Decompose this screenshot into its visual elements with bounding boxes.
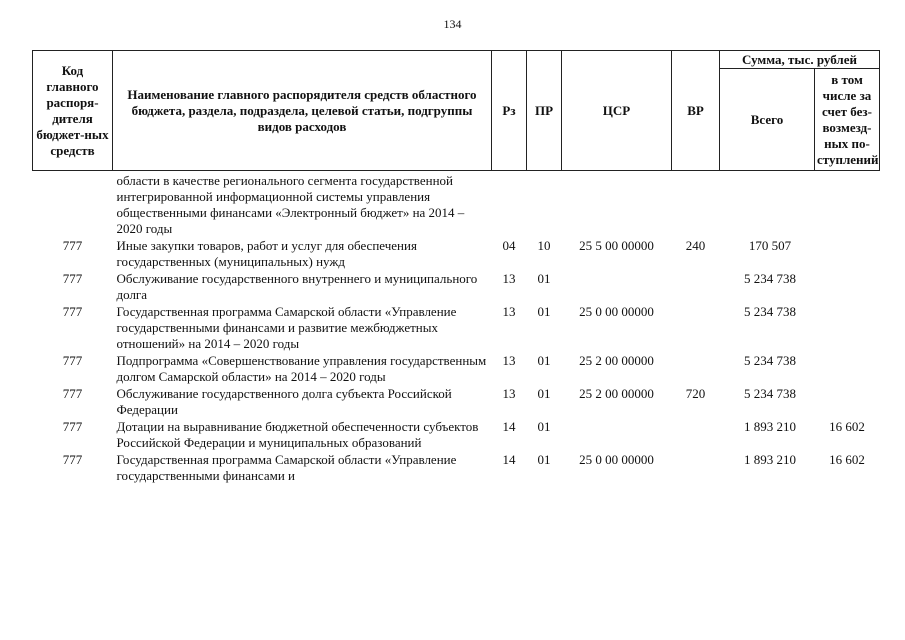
page-number: 134: [443, 17, 462, 31]
cell-pr: 01: [537, 353, 551, 368]
cell-free: [815, 270, 880, 303]
cell-name: области в качестве регионального сегмента государственной интегрированной информационной системы управления общественными финансами «Электронный бюджет» на 2014 – 2020 годы: [116, 173, 465, 236]
cell-code: [33, 171, 113, 238]
cell-csr: 25 5 00 00000: [579, 238, 654, 253]
cell-csr: 25 0 00 00000: [579, 304, 654, 319]
cell-total: 1 893 210: [744, 419, 796, 434]
cell-rz: 13: [502, 271, 516, 286]
cell-name: Обслуживание государственного внутреннего и муниципального долга: [116, 271, 478, 302]
cell-pr: 01: [537, 271, 551, 286]
cell-pr: 01: [537, 419, 551, 434]
header-rz: Рз: [492, 51, 527, 171]
cell-total: 5 234 738: [744, 304, 796, 319]
cell-vr: [672, 303, 720, 352]
cell-free: [815, 352, 880, 385]
cell-rz: 14: [502, 419, 516, 434]
table-row: [33, 385, 880, 418]
cell-csr: 25 2 00 00000: [579, 353, 654, 368]
cell-free: 16 602: [829, 452, 865, 467]
cell-csr: [562, 418, 672, 451]
cell-rz: 04: [502, 238, 516, 253]
cell-total: 5 234 738: [744, 386, 796, 401]
table-row: [33, 451, 880, 484]
table-row: [33, 171, 880, 238]
cell-pr: [527, 171, 562, 238]
header-sum: Сумма, тыс. рублей: [720, 51, 880, 69]
cell-pr: 01: [537, 304, 551, 319]
cell-pr: 10: [537, 238, 551, 253]
cell-vr: [672, 171, 720, 238]
cell-code: 777: [62, 271, 83, 286]
cell-total: 5 234 738: [744, 271, 796, 286]
cell-name: Государственная программа Самарской области «Управление государственными финансами и развитие межбюджетных отношений» на 2014 – 2020 годы: [116, 304, 457, 351]
cell-code: 777: [62, 419, 83, 434]
header-pr: ПР: [527, 51, 562, 171]
cell-code: 777: [62, 304, 83, 319]
cell-code: 777: [62, 353, 83, 368]
cell-vr: [672, 352, 720, 385]
cell-free: [815, 171, 880, 238]
cell-free: 16 602: [829, 419, 865, 434]
table-body: [33, 171, 880, 485]
cell-rz: 13: [502, 386, 516, 401]
cell-code: 777: [62, 452, 83, 467]
table-row: [33, 418, 880, 451]
cell-vr: [672, 451, 720, 484]
budget-table: [32, 50, 880, 484]
table-row: [33, 270, 880, 303]
cell-name: Государственная программа Самарской области «Управление государственными финансами и: [116, 452, 457, 483]
cell-vr: [672, 418, 720, 451]
cell-name: Иные закупки товаров, работ и услуг для обеспечения государственных (муниципальных) нужд: [116, 238, 417, 269]
cell-pr: 01: [537, 452, 551, 467]
header-name: Наименование главного распорядителя средств областного бюджета, раздела, подраздела, целевой статьи, подгруппы видов расходов: [113, 51, 492, 171]
table-row: [33, 352, 880, 385]
header-code: Код главного распоря-дителя бюджет-ных средств: [33, 51, 113, 171]
cell-vr: 240: [685, 238, 706, 253]
cell-total: 5 234 738: [744, 353, 796, 368]
cell-vr: 720: [685, 386, 706, 401]
cell-csr: [562, 270, 672, 303]
header-csr: ЦСР: [562, 51, 672, 171]
cell-vr: [672, 270, 720, 303]
cell-csr: 25 0 00 00000: [579, 452, 654, 467]
cell-name: Дотации на выравнивание бюджетной обеспеченности субъектов Российской Федерации и муниципальных образований: [116, 419, 479, 450]
cell-free: [815, 237, 880, 270]
cell-rz: 13: [502, 304, 516, 319]
cell-rz: 14: [502, 452, 516, 467]
table-header: [33, 51, 880, 171]
table-row: [33, 303, 880, 352]
header-vr: ВР: [672, 51, 720, 171]
cell-csr: [562, 171, 672, 238]
cell-total: 170 507: [748, 238, 792, 253]
cell-total: 1 893 210: [744, 452, 796, 467]
cell-name: Подпрограмма «Совершенствование управления государственным долгом Самарской области» на 2014 – 2020 годы: [116, 353, 487, 384]
header-total: Всего: [720, 69, 815, 171]
cell-rz: 13: [502, 353, 516, 368]
cell-csr: 25 2 00 00000: [579, 386, 654, 401]
cell-free: [815, 303, 880, 352]
cell-name: Обслуживание государственного долга субъекта Российской Федерации: [116, 386, 452, 417]
cell-pr: 01: [537, 386, 551, 401]
cell-code: 777: [62, 386, 83, 401]
cell-total: [720, 171, 815, 238]
table-row: [33, 237, 880, 270]
cell-free: [815, 385, 880, 418]
header-free: в том числе за счет без-возмезд-ных по-ступлений: [815, 69, 880, 171]
cell-code: 777: [62, 238, 83, 253]
cell-rz: [492, 171, 527, 238]
